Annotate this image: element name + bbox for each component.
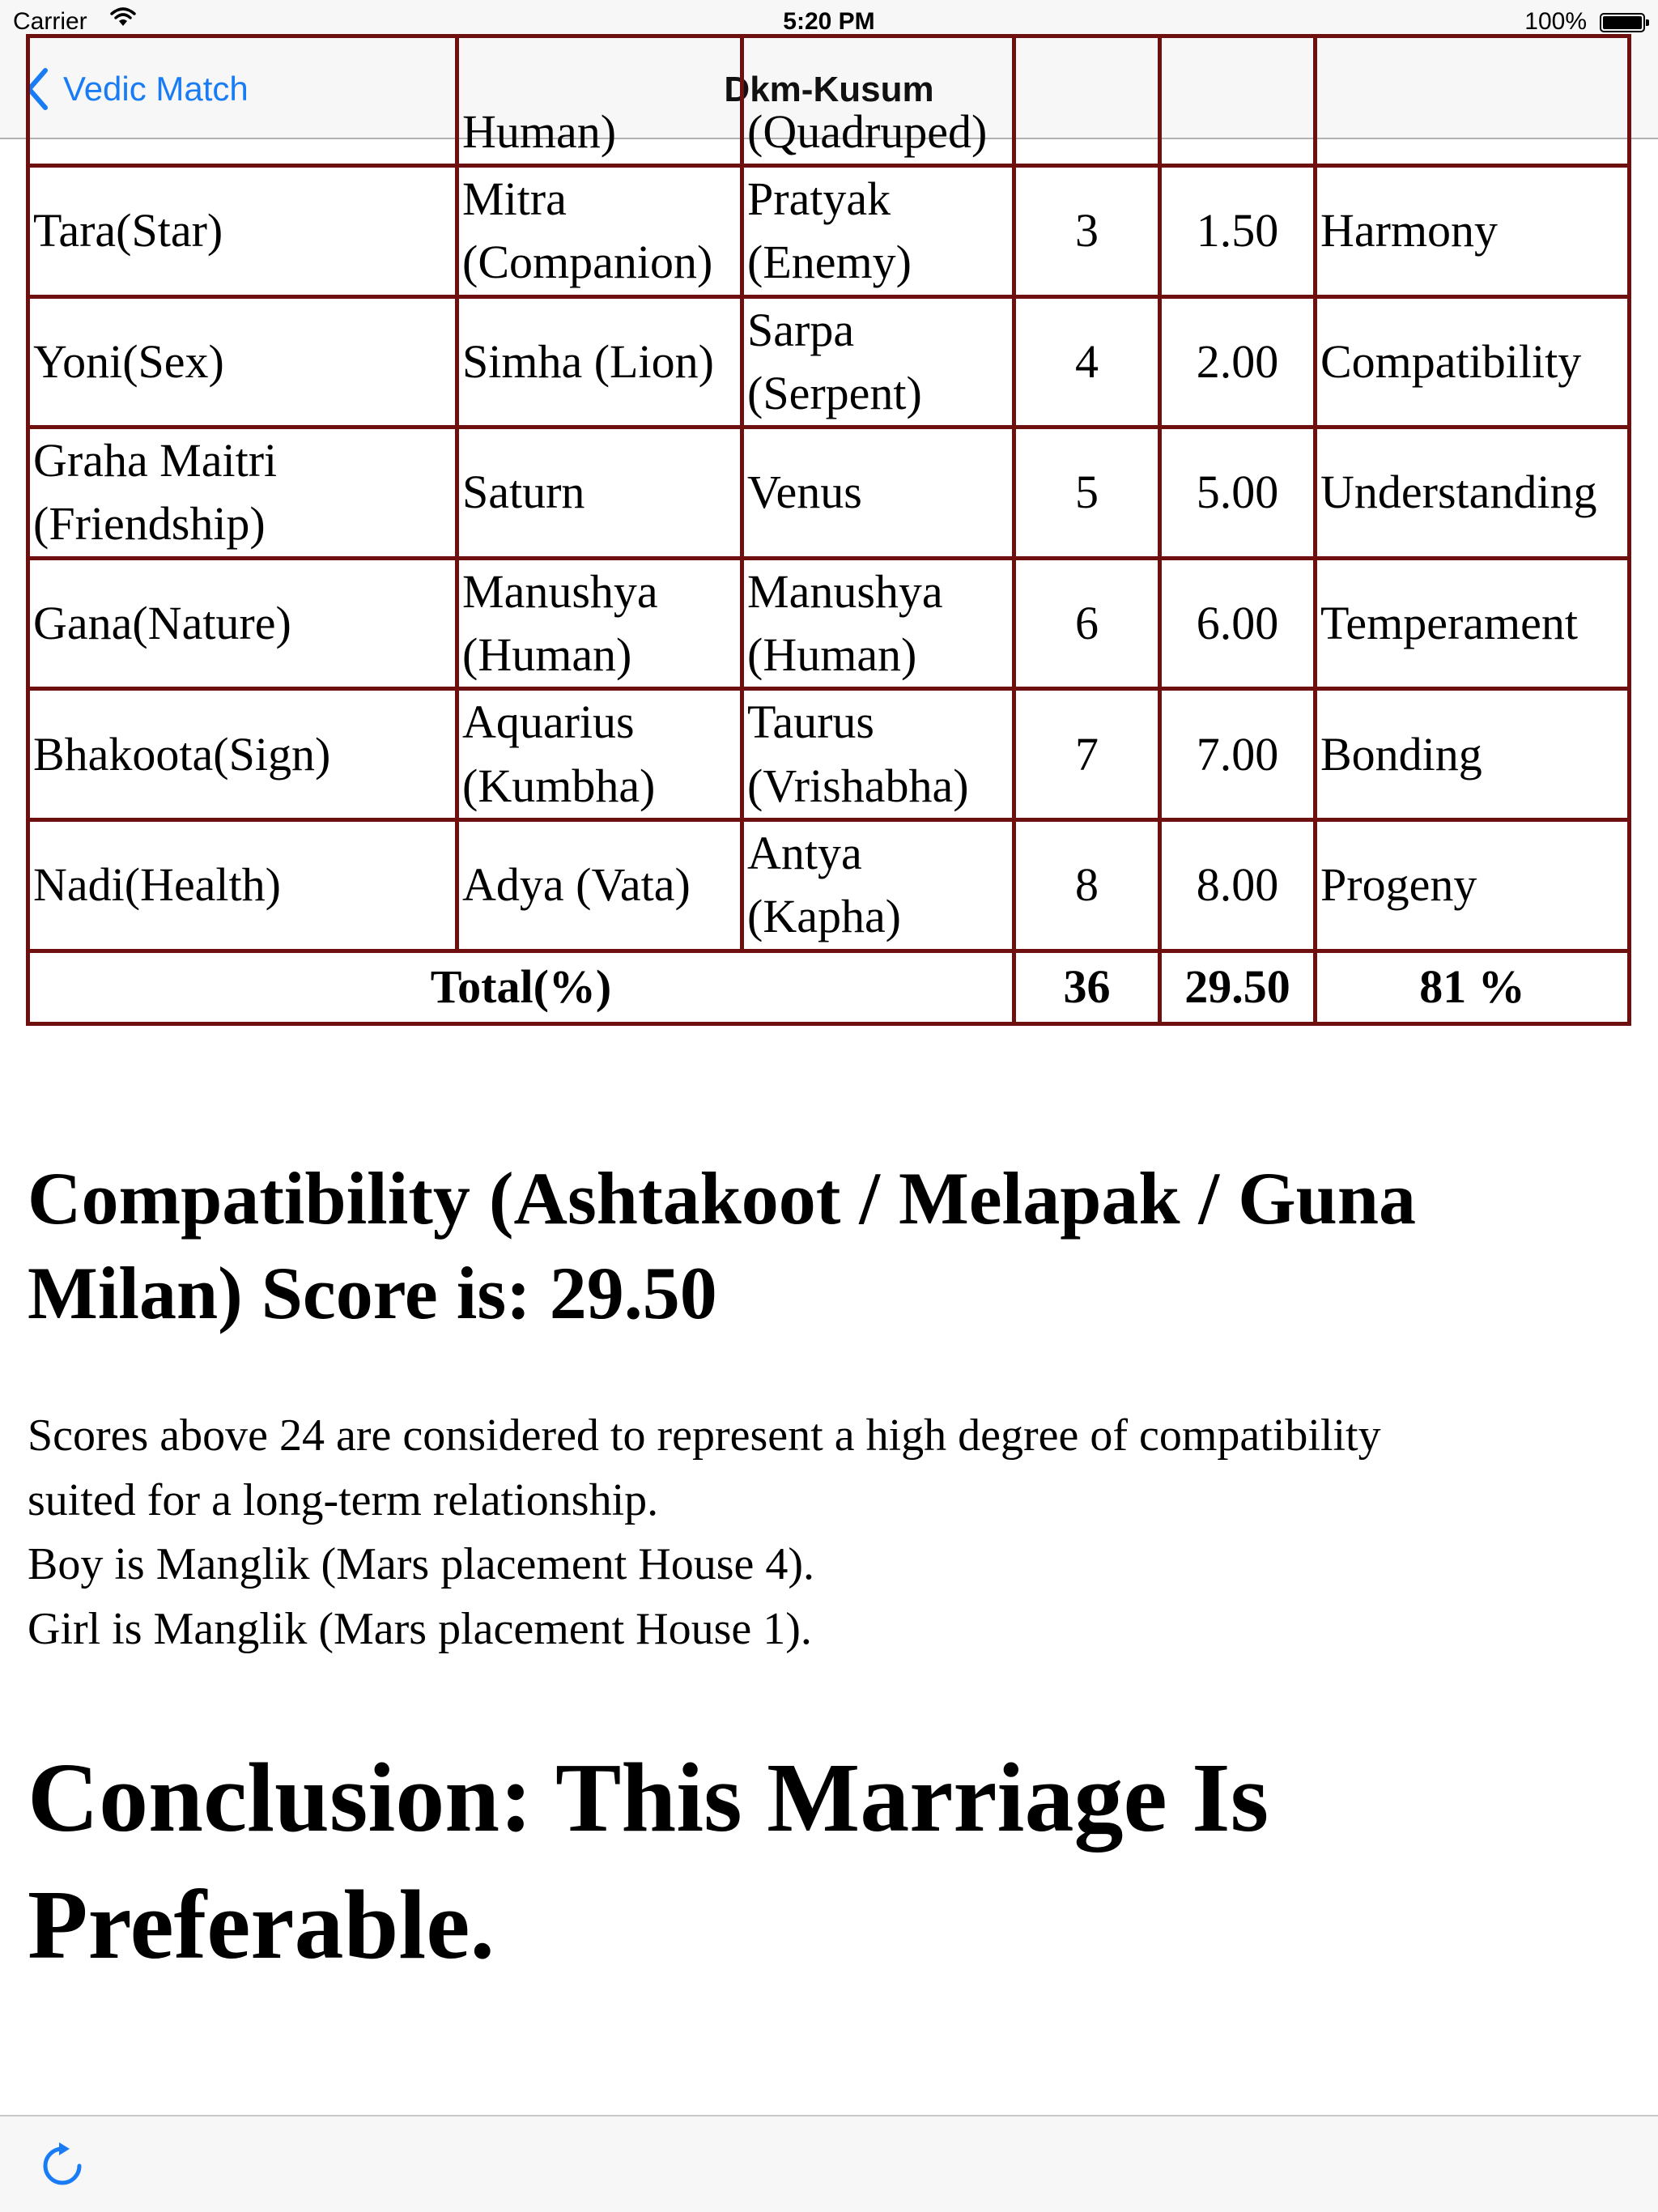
table-row [28,428,1630,559]
table-row [28,296,1630,428]
total-label: Total(%) [28,951,1014,1023]
cell-max: 8 [1014,819,1160,951]
table-row [28,166,1630,297]
cell-girl: Taurus (Vrishabha) [742,689,1014,820]
cell-area: Temperament [1316,558,1630,689]
cell-boy: Saturn [457,428,742,559]
report-content[interactable] [0,104,1658,2115]
note-line: suited for a long-term relationship. [28,1474,659,1525]
cell-obtained: 7.00 [1160,689,1316,820]
cell-kuta [28,36,457,166]
cell-max: 7 [1014,689,1160,820]
cell-obtained: 2.00 [1160,296,1316,428]
total-obtained: 29.50 [1160,951,1316,1023]
note-line: Girl is Manglik (Mars placement House 1). [28,1603,812,1654]
cell-girl: Venus [742,428,1014,559]
cell-obtained: 8.00 [1160,819,1316,951]
cell-kuta: Tara(Star) [28,166,457,297]
cell-area: Compatibility [1316,296,1630,428]
cell-obtained [1160,36,1316,166]
cell-kuta: Bhakoota(Sign) [28,689,457,820]
cell-area: Harmony [1316,166,1630,297]
back-button-label: Vedic Match [63,70,249,108]
score-heading: Compatibility (Ashtakoot / Melapak / Guna Milan) Score is: 29.50 [28,1157,1416,1334]
cell-boy: Human) [457,36,742,166]
refresh-icon[interactable] [37,2141,87,2191]
notes [28,1404,1614,1661]
status-time: 5:20 PM [783,8,875,35]
kuta-table [26,34,1631,1026]
cell-girl: Antya (Kapha) [742,819,1014,951]
cell-boy: Mitra (Companion) [457,166,742,297]
table-row [28,36,1630,166]
cell-kuta: Nadi(Health) [28,819,457,951]
cell-max [1014,36,1160,166]
cell-boy: Adya (Vata) [457,819,742,951]
battery-percent: 100% [1524,8,1587,35]
cell-kuta: Gana(Nature) [28,558,457,689]
table-row [28,558,1630,689]
cell-area: Understanding [1316,428,1630,559]
cell-max: 6 [1014,558,1160,689]
cell-girl: Manushya (Human) [742,558,1014,689]
carrier-label: Carrier [13,8,87,35]
cell-kuta: Yoni(Sex) [28,296,457,428]
cell-obtained: 1.50 [1160,166,1316,297]
table-row [28,819,1630,951]
cell-max: 3 [1014,166,1160,297]
cell-obtained: 5.00 [1160,428,1316,559]
battery-icon [1600,13,1645,32]
note-line: Boy is Manglik (Mars placement House 4). [28,1539,815,1590]
cell-girl: Sarpa (Serpent) [742,296,1014,428]
cell-area: Bonding [1316,689,1630,820]
cell-girl: (Quadruped) [742,36,1014,166]
cell-max: 4 [1014,296,1160,428]
cell-boy: Simha (Lion) [457,296,742,428]
cell-obtained: 6.00 [1160,558,1316,689]
total-max: 36 [1014,951,1160,1023]
note-line: Scores above 24 are considered to represent a high degree of compatibility [28,1410,1381,1461]
cell-boy: Aquarius (Kumbha) [457,689,742,820]
cell-max: 5 [1014,428,1160,559]
table-total-row [28,951,1630,1023]
page-title: Dkm-Kusum [724,70,934,109]
cell-area [1316,36,1630,166]
cell-girl: Pratyak (Enemy) [742,166,1014,297]
conclusion-heading: Conclusion: This Marriage Is Preferable. [28,1743,1269,1980]
cell-kuta: Graha Maitri (Friendship) [28,428,457,559]
bottom-toolbar [0,2115,1658,2212]
total-percent: 81 % [1316,951,1630,1023]
cell-area: Progeny [1316,819,1630,951]
cell-boy: Manushya (Human) [457,558,742,689]
table-row [28,689,1630,820]
